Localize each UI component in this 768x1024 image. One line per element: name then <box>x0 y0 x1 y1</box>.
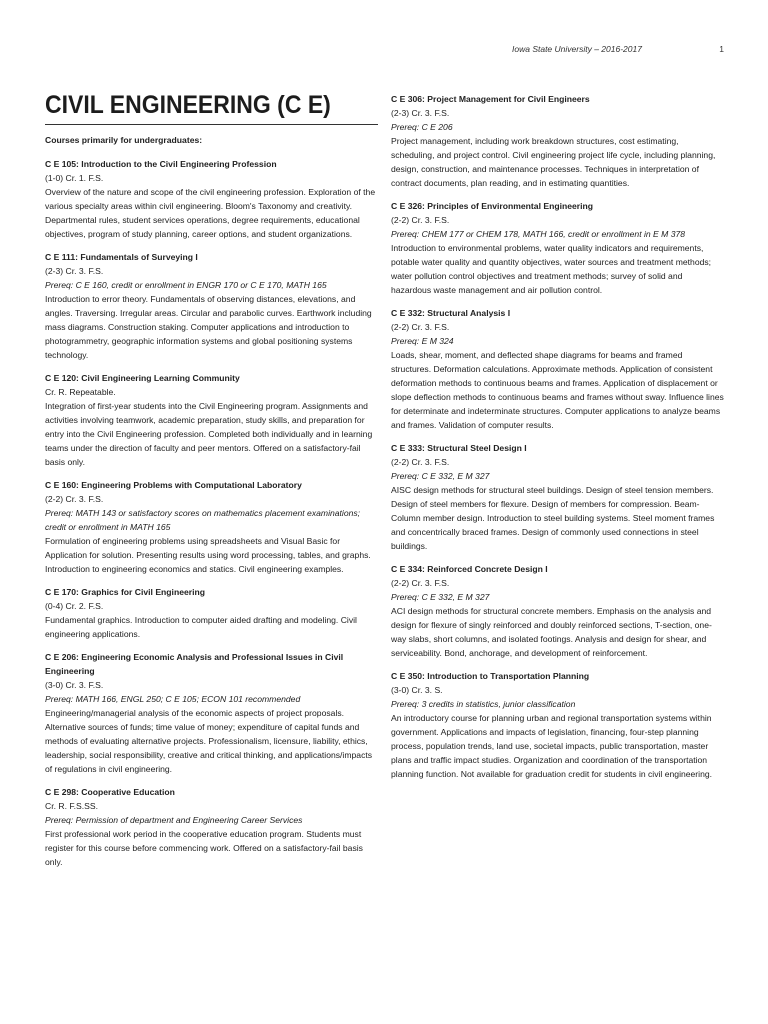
course-desc: Engineering/managerial analysis of the economic aspects of project proposals. Alternative sources of funds; time value of money; expenditure of capital funds and methods of evaluating alternative projects. Professionalism, licensure, liability, ethics, leadership, social responsibility, creative and critical thinking, and applications/impacts of regulations in civil engineering. <box>45 708 373 774</box>
course-title: C E 332: Structural Analysis I <box>391 308 511 318</box>
course-title: C E 350: Introduction to Transportation Planning <box>391 671 590 681</box>
course-title: C E 120: Civil Engineering Learning Community <box>45 373 240 383</box>
course-entry <box>45 785 378 869</box>
course-credit: (2-3) Cr. 3. F.S. <box>45 266 104 276</box>
course-entry <box>391 306 724 432</box>
course-entry <box>391 441 724 553</box>
course-prereq: Prereq: C E 332, E M 327 <box>391 471 490 481</box>
course-entry <box>391 92 724 190</box>
course-prereq: Prereq: C E 206 <box>391 122 453 132</box>
course-prereq: Prereq: C E 332, E M 327 <box>391 592 490 602</box>
course-title: C E 170: Graphics for Civil Engineering <box>45 587 205 597</box>
left-course-list <box>45 157 378 869</box>
course-prereq: Prereq: MATH 166, ENGL 250; C E 105; ECON 101 recommended <box>45 694 301 704</box>
course-credit: (2-2) Cr. 3. F.S. <box>391 578 450 588</box>
course-desc: ACI design methods for structural concrete members. Emphasis on the analysis and design for flexure of singly reinforced and doubly reinforced sections, T-section, one-way slabs, short columns, and isolated footings. Analysis and design for shear, and serviceability. Bond, anchorage, and development of reinforcement. <box>391 606 712 658</box>
right-column <box>391 92 724 790</box>
course-title: C E 206: Engineering Economic Analysis and Professional Issues in Civil Engineering <box>45 652 344 676</box>
course-desc: Formulation of engineering problems using spreadsheets and Visual Basic for Application for solution. Presenting results using word processing, tables, and graphs. Introduction to engineering economics and statics. Civil engineering examples. <box>45 536 371 574</box>
course-title: C E 105: Introduction to the Civil Engineering Profession <box>45 159 277 169</box>
title-rule <box>45 124 378 125</box>
section-intro: Courses primarily for undergraduates: <box>45 135 203 145</box>
course-title: C E 298: Cooperative Education <box>45 787 175 797</box>
course-title: C E 326: Principles of Environmental Engineering <box>391 201 593 211</box>
course-credit: (2-2) Cr. 3. F.S. <box>391 457 450 467</box>
course-desc: Fundamental graphics. Introduction to computer aided drafting and modeling. Civil engineering applications. <box>45 615 357 639</box>
page-number: 1 <box>719 44 724 54</box>
course-credit: Cr. R. Repeatable. <box>45 387 116 397</box>
course-prereq: Prereq: Permission of department and Engineering Career Services <box>45 815 303 825</box>
course-credit: (3-0) Cr. 3. S. <box>391 685 443 695</box>
course-desc: First professional work period in the cooperative education program. Students must register for this course before commencing work. Offered on a satisfactory-fail basis only. <box>45 829 363 867</box>
course-credit: (2-2) Cr. 3. F.S. <box>391 215 450 225</box>
course-desc: Overview of the nature and scope of the civil engineering profession. Exploration of the various specialty areas within civil engineering. Bloom's Taxonomy and creativity. Departmental rules, student services operations, degree requirements, educational objectives, program of study planning, career options, and student organizations. <box>45 187 376 239</box>
course-title: C E 334: Reinforced Concrete Design I <box>391 564 548 574</box>
course-title: C E 111: Fundamentals of Surveying I <box>45 252 198 262</box>
course-credit: (0-4) Cr. 2. F.S. <box>45 601 104 611</box>
course-credit: (2-2) Cr. 3. F.S. <box>45 494 104 504</box>
course-credit: (2-2) Cr. 3. F.S. <box>391 322 450 332</box>
course-entry <box>391 562 724 660</box>
course-entry <box>45 371 378 469</box>
course-desc: Introduction to environmental problems, water quality indicators and requirements, potable water quality and quantity objectives, water sources and treatment methods; water pollution control objectives and treatment methods; survey of solid and hazardous waste management and air pollution control. <box>391 243 712 295</box>
course-credit: (2-3) Cr. 3. F.S. <box>391 108 450 118</box>
running-head-text: Iowa State University – 2016-2017 <box>512 44 642 54</box>
course-title: C E 333: Structural Steel Design I <box>391 443 527 453</box>
course-desc: AISC design methods for structural steel buildings. Design of steel tension members. Design of steel members for flexure. Design of members for compression. Beam-Column member design. Introduction to steel building systems. Steel moment frames and concentrically braced frames. Design of commonly used connections in steel buildings. <box>391 485 715 551</box>
left-column <box>45 88 378 878</box>
course-credit: Cr. R. F.S.SS. <box>45 801 99 811</box>
course-entry <box>45 585 378 641</box>
course-prereq: Prereq: CHEM 177 or CHEM 178, MATH 166, credit or enrollment in E M 378 <box>391 229 686 239</box>
course-desc: Integration of first-year students into the Civil Engineering program. Assignments and activities involving teamwork, academic preparation, study skills, and preparation for entry into the Civil Engineering profession. Completed both individually and in learning teams under the direction of faculty and peer mentors. Offered on a satisfactory-fail basis only. <box>45 401 373 467</box>
course-prereq: Prereq: MATH 143 or satisfactory scores on mathematics placement examinations; credit or enrollment in MATH 165 <box>45 508 361 532</box>
course-entry <box>391 199 724 297</box>
course-prereq: Prereq: 3 credits in statistics, junior classification <box>391 699 576 709</box>
course-title: C E 160: Engineering Problems with Computational Laboratory <box>45 480 302 490</box>
course-credit: (1-0) Cr. 1. F.S. <box>45 173 104 183</box>
course-entry <box>45 250 378 362</box>
course-entry <box>45 478 378 576</box>
course-desc: Introduction to error theory. Fundamentals of observing distances, elevations, and angles. Traversing. Irregular areas. Circular and parabolic curves. Earthwork including mass diagrams. Construction staking. Computer applications and introduction to photogrammetry, geographic information systems and global positioning systems technology. <box>45 294 372 360</box>
course-desc: Loads, shear, moment, and deflected shape diagrams for beams and framed structures. Deformation calculations. Approximate methods. Application of consistent deformation methods to continuous beams and frames. Application of displacement or slope deflection methods to continuous beams and frames without sway. Influence lines for determinate and indeterminate structures. Computer applications to analyze beams and frames. Validation of computer results. <box>391 350 724 430</box>
course-entry <box>391 669 724 781</box>
course-desc: An introductory course for planning urban and regional transportation systems within government. Applications and impacts of legislation, financing, four-step planning process, population trends, land use, societal impacts, public transportation, master plans and traffic impact studies. Organization and coordination of the transportation planning function. Not available for graduation credit for students in civil engineering. <box>391 713 713 779</box>
page-title: CIVIL ENGINEERING (C E) <box>45 91 331 119</box>
running-header <box>512 44 724 54</box>
course-desc: Project management, including work breakdown structures, cost estimating, scheduling, and project control. Civil engineering project life cycle, including planning, design, construction, and maintenance processes. Techniques in interpretation of contract documents, plan reading, and in estimating quantities. <box>391 136 716 188</box>
course-entry <box>45 157 378 241</box>
course-title: C E 306: Project Management for Civil Engineers <box>391 94 590 104</box>
right-course-list <box>391 92 724 781</box>
course-credit: (3-0) Cr. 3. F.S. <box>45 680 104 690</box>
course-prereq: Prereq: C E 160, credit or enrollment in ENGR 170 or C E 170, MATH 165 <box>45 280 327 290</box>
course-prereq: Prereq: E M 324 <box>391 336 454 346</box>
course-entry <box>45 650 378 776</box>
